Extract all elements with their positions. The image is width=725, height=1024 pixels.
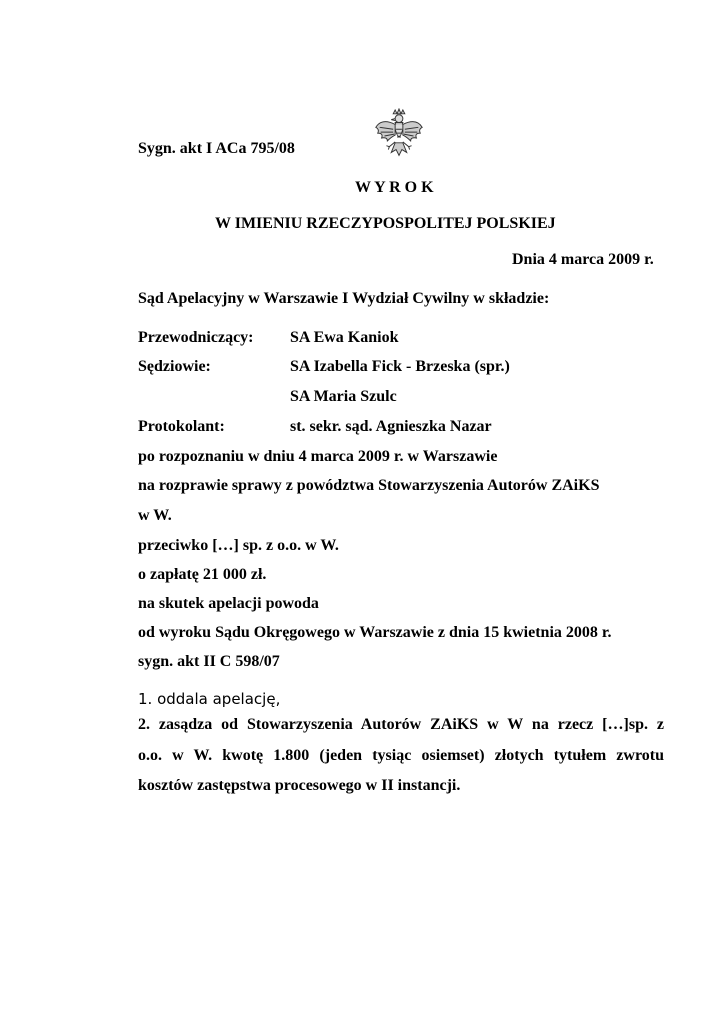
- ruling-point-2-line-2: o.o. w W. kwotę 1.800 (jeden tysiąc osiemset) złotych tytułem zwrotu: [138, 747, 664, 764]
- presiding-judge: SA Ewa Kaniok: [290, 329, 399, 346]
- ruling-point-2-line-1: 2. zasądza od Stowarzyszenia Autorów ZAiKS w W na rzecz […]sp. z: [138, 716, 664, 733]
- polish-eagle-emblem-icon: [370, 108, 428, 166]
- ruling-point-2-line-3: kosztów zastępstwa procesowego w II instancji.: [138, 777, 461, 794]
- presiding-label: Przewodniczący:: [138, 329, 254, 346]
- case-line-1: po rozpoznaniu w dniu 4 marca 2009 r. w Warszawie: [138, 448, 498, 465]
- judgment-subheading: W IMIENIU RZECZYPOSPOLITEJ POLSKIEJ: [215, 215, 556, 232]
- ruling-point-1: 1. oddala apelację,: [138, 690, 281, 708]
- clerk-label: Protokolant:: [138, 418, 225, 435]
- case-line-3: w W.: [138, 507, 172, 524]
- judge-2: SA Maria Szulc: [290, 388, 397, 405]
- judgment-date: Dnia 4 marca 2009 r.: [512, 251, 654, 268]
- case-line-5: o zapłatę 21 000 zł.: [138, 566, 267, 583]
- judges-label: Sędziowie:: [138, 358, 211, 375]
- judge-1: SA Izabella Fick - Brzeska (spr.): [290, 358, 510, 375]
- clerk-name: st. sekr. sąd. Agnieszka Nazar: [290, 418, 492, 435]
- case-line-4: przeciwko […] sp. z o.o. w W.: [138, 537, 339, 554]
- case-line-2: na rozprawie sprawy z powództwa Stowarzyszenia Autorów ZAiKS: [138, 477, 600, 494]
- case-line-8: sygn. akt II C 598/07: [138, 653, 280, 670]
- court-composition-intro: Sąd Apelacyjny w Warszawie I Wydział Cywilny w składzie:: [138, 290, 550, 307]
- case-line-6: na skutek apelacji powoda: [138, 595, 319, 612]
- case-line-7: od wyroku Sądu Okręgowego w Warszawie z dnia 15 kwietnia 2008 r.: [138, 624, 612, 641]
- judgment-heading: W Y R O K: [355, 179, 434, 196]
- case-number: Sygn. akt I ACa 795/08: [138, 140, 295, 157]
